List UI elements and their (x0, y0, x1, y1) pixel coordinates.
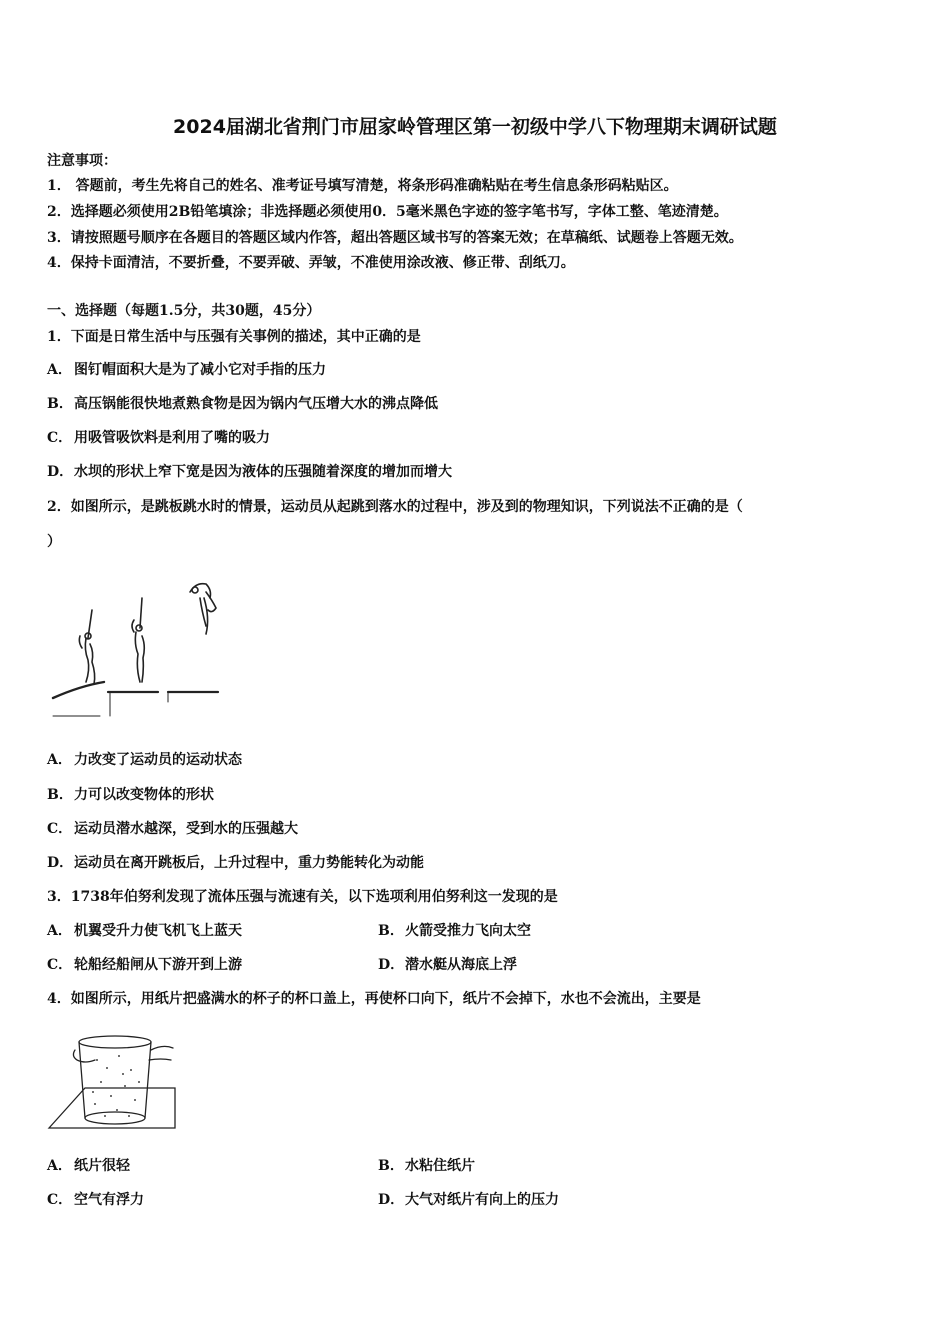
option-b: B．力可以改变物体的形状 (47, 787, 214, 803)
question-stem: 4．如图所示，用纸片把盛满水的杯子的杯口盖上，再使杯口向下，纸片不会掉下，水也不会流出，主要是 (47, 991, 701, 1007)
option-a: A． 力改变了运动员的运动状态 (47, 752, 242, 768)
diving-figure (50, 578, 230, 720)
inverted-cup-figure (45, 1030, 180, 1138)
option-c: C． 空气有浮力 (47, 1192, 144, 1208)
option-c: C． 运动员潜水越深，受到水的压强越大 (47, 821, 298, 837)
notice-heading: 注意事项： (47, 153, 117, 169)
option-d: D．大气对纸片有向上的压力 (378, 1192, 559, 1208)
option-a: A． 图钉帽面积大是为了减小它对手指的压力 (47, 362, 326, 378)
option-d: D．水坝的形状上窄下宽是因为液体的压强随着深度的增加而增大 (47, 464, 452, 480)
page-title: 2024届湖北省荆门市屈家岭管理区第一初级中学八下物理期末调研试题 (173, 116, 777, 138)
notice-item: 4．保持卡面清洁，不要折叠，不要弄破、弄皱，不准使用涂改液、修正带、刮纸刀。 (47, 255, 575, 271)
option-d: D．运动员在离开跳板后，上升过程中，重力势能转化为动能 (47, 855, 424, 871)
notice-item: 2．选择题必须使用2B铅笔填涂；非选择题必须使用0．5毫米黑色字迹的签字笔书写，字体工整、笔迹清楚。 (47, 204, 728, 220)
notice-item: 3．请按照题号顺序在各题目的答题区域内作答，超出答题区域书写的答案无效；在草稿纸、试题卷上答题无效。 (47, 230, 743, 246)
question-stem-cont: ） (47, 534, 61, 550)
question-stem: 3．1738年伯努利发现了流体压强与流速有关，以下选项利用伯努利这一发现的是 (47, 889, 558, 905)
question-stem: 2．如图所示，是跳板跳水时的情景，运动员从起跳到落水的过程中，涉及到的物理知识，下列说法不正确的是（ (47, 499, 743, 515)
option-b: B．火箭受推力飞向太空 (378, 923, 531, 939)
option-c: C． 轮船经船闸从下游开到上游 (47, 957, 242, 973)
option-d: D．潜水艇从海底上浮 (378, 957, 517, 973)
option-b: B．高压锅能很快地煮熟食物是因为锅内气压增大水的沸点降低 (47, 396, 438, 412)
option-a: A． 机翼受升力使飞机飞上蓝天 (47, 923, 242, 939)
section-heading: 一、选择题（每题1.5分，共30题，45分） (47, 303, 321, 319)
notice-item: 1． 答题前，考生先将自己的姓名、准考证号填写清楚，将条形码准确粘贴在考生信息条形码粘贴区。 (47, 178, 678, 194)
option-b: B．水粘住纸片 (378, 1158, 475, 1174)
question-stem: 1．下面是日常生活中与压强有关事例的描述，其中正确的是 (47, 329, 421, 345)
option-c: C． 用吸管吸饮料是利用了嘴的吸力 (47, 430, 270, 446)
option-a: A． 纸片很轻 (47, 1158, 130, 1174)
